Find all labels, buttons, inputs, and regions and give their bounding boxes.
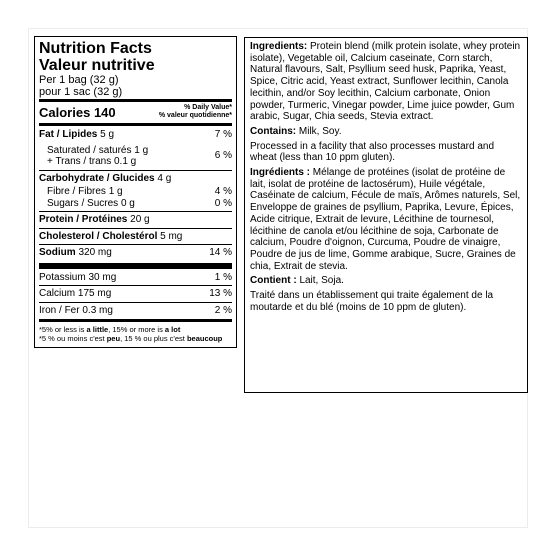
fibre-label: Fibre / Fibres [47,186,106,197]
saturated-row [39,145,148,157]
cholesterol-label: Cholesterol / Cholestérol [39,230,158,242]
fat-row [39,127,232,143]
footnote-en-d: a lot [164,325,181,334]
trans-label: + Trans / trans [47,156,112,167]
ingredients-fr [250,167,522,272]
nutrition-title-en: Nutrition Facts [39,40,152,57]
potassium-label: Potassium [39,271,86,283]
sodium-row [39,245,232,261]
fat-pct: 7 % [214,129,232,140]
footnote-en-c: , 15% or more is [108,325,165,334]
calories-value: 140 [93,105,116,120]
footnote-en [39,325,232,334]
daily-value-en: % Daily Value* [184,104,232,111]
ingredients-en [250,41,522,123]
iron-pct: 2 % [214,304,232,316]
sugars-label: Sugars / Sucres [47,197,119,209]
calories-row [39,103,232,122]
fibre-amount: 1 g [108,186,123,197]
cholesterol-amount: 5 mg [160,230,183,242]
protein-label: Protein / Protéines [39,214,128,225]
facility-en: Processed in a facility that also processes mustard and wheat (less than 10 ppm gluten). [250,140,495,164]
calcium-label: Calcium [39,288,76,299]
sodium-pct: 14 % [209,247,232,258]
divider [39,319,232,322]
daily-value-fr: % valeur quotidienne* [158,112,232,119]
ingredients-en-text: Protein blend (milk protein isolate, whey protein isolate), Vegetable oil, Calcium caseinate, Corn starch, Natural flavours, Salt, Psyllium seed husk, Paprika, Yeast, Spice, Citric acid, Yeast extract, Sunflower lecithin, Canola lecithin, and/or Soy lecithin, Calcium carbonate, Onion powder, Turmeric, Vinegar powder, Lime juice powder, Gum arabic, Sugar, Chia seeds, Stevia extract. [250,41,521,123]
iron-label: Iron / Fer [39,304,80,316]
sugars-amount: 0 g [120,197,135,209]
trans-amount: 0.1 g [113,156,137,167]
sodium-label: Sodium [39,247,76,258]
ingredients-fr-text: Mélange de protéines (isolat de protéine de lait, isolat de protéine de lactosérum), Huile végétale, Caséinate de calcium, Fécule de maïs, Arômes naturels, Sel, Enveloppe de graines de psyllium, Paprika, Levure, Épices, Acide citrique, Extrait de levure, Lécithine de tournesol, lécithine de canola et/ou lécithine de soja, Carbonate de calcium, Poudre d'oignon, Curcuma, Poudre de vinaigre, Poudre de jus de lime, Gomme arabique, Sucre, Graines de chia, Extrait de stevia. [250,167,521,272]
calories-label: Calories [39,105,91,120]
carb-label: Carbohydrate / Glucides [39,172,155,184]
iron-amount: 0.3 mg [82,304,113,316]
protein-amount: 20 g [130,214,150,225]
divider [39,99,232,102]
carb-amount: 4 g [157,172,172,184]
footnote-en-a: *5% or less is [39,325,87,334]
serving-size-fr: pour 1 sac (32 g) [39,86,123,98]
saturated-amount: 1 g [134,144,149,156]
facility-fr: Traité dans un établissement qui traite également de la moutarde et du blé (moins de 10 ppm de gluten). [250,290,494,313]
sat-trans-group [39,143,232,170]
serving-size-en: Per 1 bag (32 g) [39,74,119,86]
nutrition-title-fr: Valeur nutritive [39,57,155,74]
potassium-pct: 1 % [214,271,232,283]
footnote-fr-c: , 15 % ou plus c'est [120,334,187,343]
footnote-fr-a: *5 % ou moins c'est [39,334,107,343]
footnote-en-b: a little [86,325,109,334]
divider-thick [39,263,232,269]
daily-value-header [159,104,232,120]
fibre-row [39,186,232,198]
ingredients-en-label: Ingredients: [250,41,308,52]
potassium-row [39,270,232,286]
protein-row [39,212,232,228]
potassium-amount: 30 mg [88,271,117,283]
contient-text: Lait, Soja. [299,275,344,287]
footnote-fr-d: beaucoup [186,334,223,343]
fibre-pct: 4 % [214,186,232,197]
contains-en [250,126,522,138]
ingredients-fr-label: Ingrédients : [250,167,311,179]
calcium-row [39,286,232,302]
sugars-row [39,198,232,212]
saturated-label: Saturated / saturés [47,144,132,156]
contains-text: Milk, Soy. [298,125,342,137]
contains-label: Contains: [250,125,297,137]
calcium-amount: 175 mg [77,288,112,299]
sugars-pct: 0 % [214,197,232,209]
divider [39,123,232,126]
sat-trans-pct: 6 % [214,150,232,162]
footnote-fr [39,334,232,343]
ingredients-panel [244,37,528,393]
contains-fr [250,275,522,287]
cholesterol-row [39,229,232,245]
fat-amount: 5 g [100,129,115,140]
contient-label: Contient : [250,275,297,287]
fat-label: Fat / Lipides [39,129,98,140]
carb-row [39,171,232,187]
footnote [39,323,232,343]
footnote-fr-b: peu [106,334,121,343]
trans-row [39,156,148,168]
iron-row [39,303,232,319]
nutrition-facts-table [34,36,237,348]
calcium-pct: 13 % [209,288,232,299]
sodium-amount: 320 mg [78,247,112,258]
